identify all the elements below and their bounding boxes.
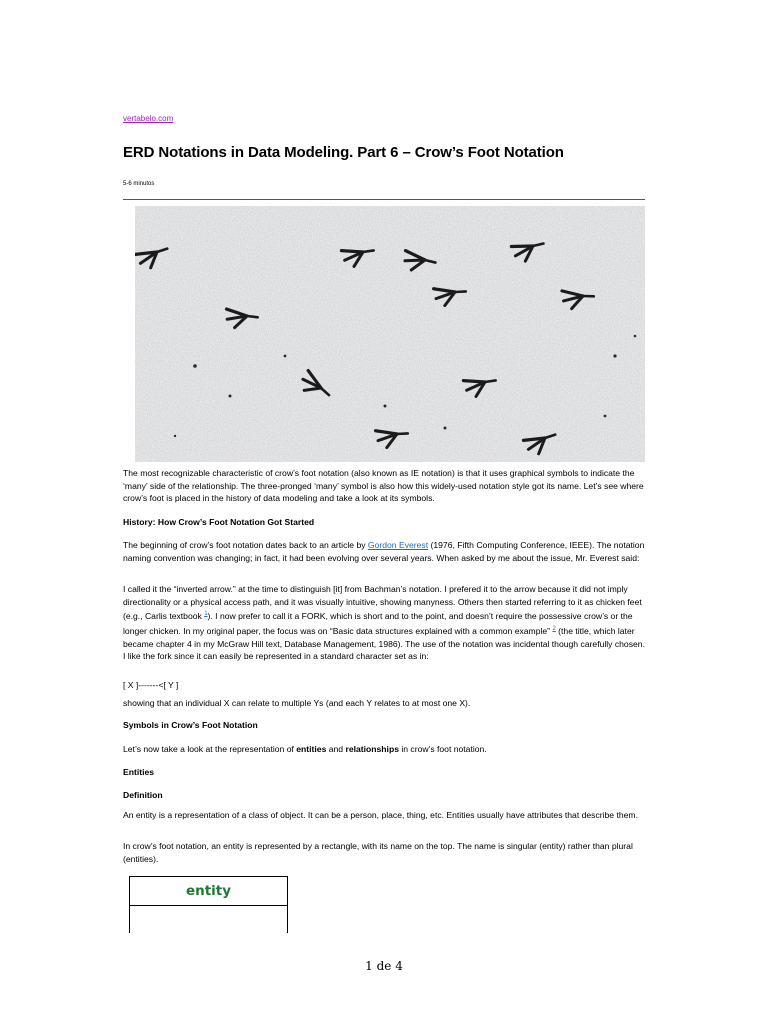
history-heading: History: How Crow’s Foot Notation Got Started <box>123 517 315 527</box>
entities-heading: Entities <box>123 767 155 777</box>
source-link[interactable]: vertabelo.com <box>123 114 174 123</box>
read-time: 5-6 minutos <box>123 181 155 187</box>
page-footer: 1 de 4 <box>365 959 403 973</box>
symbols-paragraph: Let’s now take a look at the representation of entities and relationships in crow’s foot notation. <box>123 744 487 754</box>
entity-diagram-label: entity <box>130 877 287 906</box>
entity-diagram <box>129 876 288 933</box>
crow-footprints-in-snow-image <box>135 206 645 462</box>
footnote-link-1[interactable]: 1 <box>204 611 208 618</box>
definition-heading: Definition <box>123 790 163 800</box>
entity-definition-paragraph: An entity is a representation of a class of object. It can be a person, place, thing, etc. Entities usually have attributes that describe them. <box>123 810 638 820</box>
history-paragraph: The beginning of crow’s foot notation dates back to an article by Gordon Everest (1976, Fifth Computing Conference, IEEE). The notation naming convention was changing; in fact, it had been evolving over several years. When asked by me about the issue, Mr. Everest said: <box>123 540 645 563</box>
divider <box>123 199 645 200</box>
fork-example: [ X ]-------<[ Y ] <box>123 680 179 690</box>
gordon-everest-link[interactable]: Gordon Everest <box>367 540 429 550</box>
footnote-link-2[interactable]: 2 <box>552 625 556 632</box>
intro-paragraph: The most recognizable characteristic of crow’s foot notation (also known as IE notation) is that it uses graphical symbols to indicate the ‘many’ side of the relationship. The three-pronged ‘many’ symbol is also how this widely-used notation style got its name. Let’s see where crow’s foot is placed in the history of data modeling and take a look at its symbols. <box>123 468 644 504</box>
fork-caption: showing that an individual X can relate to multiple Ys (and each Y relates to at most one X). <box>123 698 471 708</box>
symbols-heading: Symbols in Crow’s Foot Notation <box>123 720 258 730</box>
article-title: ERD Notations in Data Modeling. Part 6 – Crow’s Foot Notation <box>123 144 564 161</box>
entity-representation-paragraph: In crow’s foot notation, an entity is represented by a rectangle, with its name on the top. The name is singular (entity) rather than plural (entities). <box>123 841 633 864</box>
everest-quote: I called it the “inverted arrow.” at the time to distinguish [it] from Bachman’s notation. I prefered it to the arrow because it did not imply directionality or a physical access path, and it was visually intuitive, showing manyness. Others then started referring to it as chicken feet (e.g., Carlis textbook $^1$). I now prefer to call it a FORK, which is short and to the point, and doesn’t require the possessive crow’s or the longer chicken. In my original paper, the focus was on “Basic data structures explained with a common example” $^2$ (the title, which later became chapter 4 in my McGraw Hill text, Database Management, 1986). The use of the notation was incidental though carefully chosen. I like the fork since it can easily be represented in a standard character set as in: <box>123 584 645 662</box>
